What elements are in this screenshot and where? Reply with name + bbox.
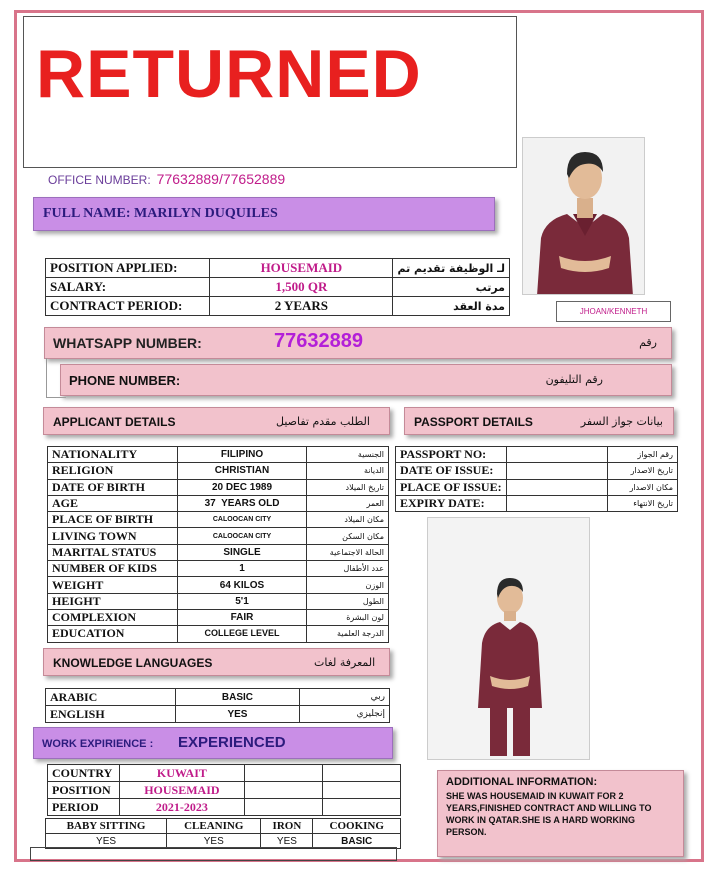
applicant-photo-portrait [522,137,645,295]
applicant-details-banner [43,407,390,435]
experience-value: KUWAIT [119,765,244,782]
office-number-label: OFFICE NUMBER: [48,173,151,187]
table-row [46,259,510,278]
experience-label: PERIOD [48,799,120,816]
detail-label: DATE OF BIRTH [48,479,178,495]
phone-banner [60,364,672,396]
whatsapp-banner [44,327,672,359]
table-row [46,689,390,706]
passport-details-label: PASSPORT DETAILS [414,415,533,429]
phone-arabic: رقم التليفون [545,373,603,386]
passport-label: PASSPORT NO: [396,447,507,463]
detail-label: NATIONALITY [48,447,178,463]
contract-label: CONTRACT PERIOD: [46,297,210,316]
detail-arabic: لون البشرة [307,609,389,625]
table-row [48,577,389,593]
languages-table [45,688,390,723]
detail-label: RELIGION [48,463,178,479]
experience-empty-cell [244,765,323,782]
detail-value: CHRISTIAN [177,463,306,479]
table-row [48,609,389,625]
person-full-body-illustration [428,518,590,760]
knowledge-languages-label: KNOWLEDGE LANGUAGES [53,656,213,670]
passport-value [506,495,608,511]
applicant-details-arabic: الطلب مقدم تفاصيل [276,415,370,428]
contract-arabic: مدة العقد [393,297,510,316]
passport-arabic: تاريخ الانتهاء [608,495,678,511]
detail-label: EDUCATION [48,626,178,642]
experience-empty-cell [244,799,323,816]
additional-information-title: ADDITIONAL INFORMATION: [446,776,598,788]
table-row [48,528,389,544]
detail-label: AGE [48,495,178,511]
passport-value [506,447,608,463]
applicant-details-label: APPLICANT DETAILS [53,415,176,429]
applicant-photo-full-body [427,517,590,760]
passport-value [506,463,608,479]
skill-value: BASIC [313,834,401,849]
table-row [48,544,389,560]
detail-value: 64 KILOS [177,577,306,593]
table-row [46,278,510,297]
detail-arabic: الحالة الاجتماعية [307,544,389,560]
skill-header: IRON [261,819,313,834]
table-row [48,799,401,816]
skills-table [45,818,401,849]
table-row [48,512,389,528]
additional-information-box [437,770,684,857]
salary-arabic: مرتب [393,278,510,297]
experience-table [47,764,401,816]
detail-label: HEIGHT [48,593,178,609]
experience-value: 2021-2023 [119,799,244,816]
whatsapp-label: WHATSAPP NUMBER: [53,335,202,351]
passport-value [506,479,608,495]
table-row [46,819,401,834]
position-table [45,258,510,316]
language-value: BASIC [175,689,300,706]
language-value: YES [175,706,300,723]
detail-arabic: العمر [307,495,389,511]
whatsapp-arabic: رقم [639,336,657,349]
detail-arabic: تاريخ الميلاد [307,479,389,495]
passport-arabic: رقم الجواز [608,447,678,463]
full-name: FULL NAME: MARILYN DUQUILES [43,206,278,221]
experience-empty-cell [244,782,323,799]
contract-value: 2 YEARS [210,297,393,316]
skill-header: BABY SITTING [46,819,167,834]
knowledge-languages-banner [43,648,390,676]
knowledge-languages-arabic: المعرفة لغات [314,656,376,669]
passport-arabic: تاريخ الاصدار [608,463,678,479]
detail-value: CALOOCAN CITY [177,528,306,544]
detail-value: FAIR [177,609,306,625]
experience-empty-cell [323,782,401,799]
experience-label: POSITION [48,782,120,799]
detail-arabic: الجنسية [307,447,389,463]
language-arabic: إنجليزي [300,706,390,723]
person-portrait-illustration [523,138,645,295]
detail-value: SINGLE [177,544,306,560]
table-row [46,297,510,316]
skill-header: COOKING [313,819,401,834]
passport-details-banner [404,407,674,435]
detail-arabic: الطول [307,593,389,609]
table-row [48,463,389,479]
detail-label: LIVING TOWN [48,528,178,544]
table-row [48,593,389,609]
detail-label: NUMBER OF KIDS [48,561,178,577]
additional-information-body: SHE WAS HOUSEMAID IN KUWAIT FOR 2 YEARS,FINISHED CONTRACT AND WILLING TO WORK IN QATAR.SHE IS A HARD WORKING PERSON. [446,791,652,837]
table-row [396,479,678,495]
table-row [48,561,389,577]
skill-header: CLEANING [167,819,261,834]
title-box [23,16,517,168]
detail-arabic: مكان السكن [307,528,389,544]
work-experience-banner [33,727,393,759]
language-label: ARABIC [46,689,176,706]
detail-value: FILIPINO [177,447,306,463]
passport-label: DATE OF ISSUE: [396,463,507,479]
detail-label: PLACE OF BIRTH [48,512,178,528]
salary-value: 1,500 QR [210,278,393,297]
detail-label: COMPLEXION [48,609,178,625]
salary-label: SALARY: [46,278,210,297]
language-arabic: ربي [300,689,390,706]
office-number [48,171,285,187]
full-name-banner [33,197,495,231]
work-experience-label: WORK EXPIRIENCE : [42,738,154,750]
detail-value: CALOOCAN CITY [177,512,306,528]
skill-value: YES [167,834,261,849]
passport-label: PLACE OF ISSUE: [396,479,507,495]
passport-label: EXPIRY DATE: [396,495,507,511]
experience-value: HOUSEMAID [119,782,244,799]
detail-arabic: عدد الأطفال [307,561,389,577]
detail-arabic: مكان الميلاد [307,512,389,528]
language-label: ENGLISH [46,706,176,723]
table-row [48,626,389,642]
applicant-details-table [47,446,389,643]
detail-value: 5'1 [177,593,306,609]
table-row [48,782,401,799]
passport-details-table [395,446,678,512]
empty-row [30,847,397,861]
table-row [48,765,401,782]
table-row [48,447,389,463]
detail-label: WEIGHT [48,577,178,593]
experience-empty-cell [323,765,401,782]
position-label: POSITION APPLIED: [46,259,210,278]
detail-value: COLLEGE LEVEL [177,626,306,642]
skill-value: YES [46,834,167,849]
photo-caption: JHOAN/KENNETH [556,301,671,322]
passport-details-arabic: بيانات جواز السفر [580,415,663,428]
position-arabic: لـ الوظيفة تقديم تم [393,259,510,278]
detail-arabic: الوزن [307,577,389,593]
work-experience-value: EXPERIENCED [178,734,286,751]
page-title: RETURNED [36,36,422,112]
detail-value: 37 YEARS OLD [177,495,306,511]
experience-label: COUNTRY [48,765,120,782]
phone-label: PHONE NUMBER: [69,373,181,388]
skill-value: YES [261,834,313,849]
whatsapp-number: 77632889 [274,330,363,352]
table-row [48,479,389,495]
detail-label: MARITAL STATUS [48,544,178,560]
table-row [48,495,389,511]
table-row [396,495,678,511]
detail-value: 20 DEC 1989 [177,479,306,495]
detail-value: 1 [177,561,306,577]
position-value: HOUSEMAID [210,259,393,278]
office-number-value: 77632889/77652889 [156,171,286,187]
experience-empty-cell [323,799,401,816]
table-row [396,463,678,479]
passport-arabic: مكان الاصدار [608,479,678,495]
detail-arabic: الديانة [307,463,389,479]
table-row [46,706,390,723]
table-row [396,447,678,463]
detail-arabic: الدرجة العلمية [307,626,389,642]
